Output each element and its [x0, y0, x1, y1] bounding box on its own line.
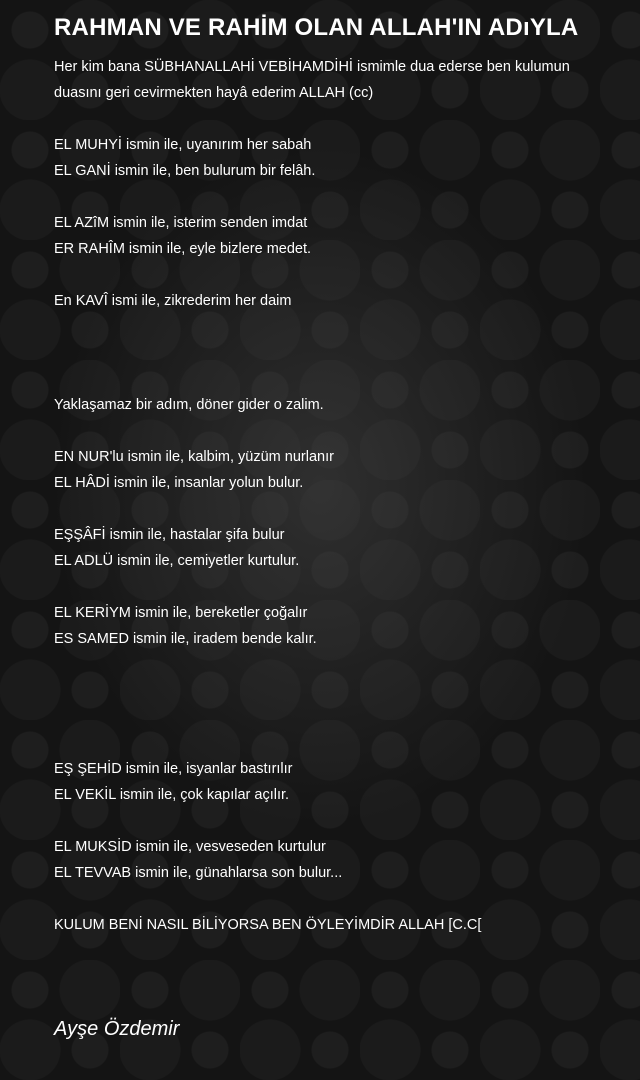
- poem-body: [54, 54, 640, 938]
- poem-line: [54, 496, 640, 522]
- poem-line: [54, 366, 640, 392]
- poem-line: EL VEKİL ismin ile, çok kapılar açılır.: [54, 787, 290, 803]
- poem-line: Her kim bana SÜBHANALLAHİ VEBİHAMDİHİ ismimle dua ederse ben kulumun: [54, 59, 570, 75]
- poem-line: [54, 704, 640, 730]
- poem-line: [54, 314, 640, 340]
- poem-line: EL GANİ ismin ile, ben bulurum bir felâh.: [54, 163, 316, 179]
- poem-line: EL AZîM ismin ile, isterim senden imdat: [54, 215, 308, 231]
- poem-line: duasını geri cevirmekten hayâ ederim ALLAH (cc): [54, 85, 374, 101]
- poem-line: EL ADLÜ ismin ile, cemiyetler kurtulur.: [54, 553, 300, 569]
- poem-line: [54, 652, 640, 678]
- poem-line: [54, 340, 640, 366]
- poem-line: EL MUKSİD ismin ile, vesveseden kurtulur: [54, 839, 326, 855]
- poem-line: EŞ ŞEHİD ismin ile, isyanlar bastırılır: [54, 761, 293, 777]
- poem-line: [54, 886, 640, 912]
- poem-line: Yaklaşamaz bir adım, döner gider o zalim.: [54, 397, 324, 413]
- poem-line: [54, 678, 640, 704]
- poem-line: [54, 184, 640, 210]
- poem-line: [54, 262, 640, 288]
- poem-line: EŞŞÂFİ ismin ile, hastalar şifa bulur: [54, 527, 285, 543]
- poem-line: [54, 574, 640, 600]
- poem-line: [54, 418, 640, 444]
- poem-line: EL MUHYİ ismin ile, uyanırım her sabah: [54, 137, 312, 153]
- poem-line: EL TEVVAB ismin ile, günahlarsa son bulur...: [54, 865, 343, 881]
- poem-container: [54, 14, 640, 1080]
- poem-line: [54, 730, 640, 756]
- poem-title: RAHMAN VE RAHİM OLAN ALLAH'IN ADıYLA: [54, 14, 579, 41]
- author-name: Ayşe Özdemir: [54, 1018, 180, 1040]
- poem-line: EN NUR'lu ismin ile, kalbim, yüzüm nurlanır: [54, 449, 334, 465]
- poem-line: EL HÂDİ ismin ile, insanlar yolun bulur.: [54, 475, 304, 491]
- poem-line: EL KERİYM ismin ile, bereketler çoğalır: [54, 605, 308, 621]
- poem-line: ER RAHÎM ismin ile, eyle bizlere medet.: [54, 241, 312, 257]
- poem-line: KULUM BENİ NASIL BİLİYORSA BEN ÖYLEYİMDİR ALLAH [C.C[: [54, 917, 482, 933]
- poem-line: En KAVÎ ismi ile, zikrederim her daim: [54, 293, 292, 309]
- poem-line: ES SAMED ismin ile, iradem bende kalır.: [54, 631, 317, 647]
- poem-line: [54, 106, 640, 132]
- poem-line: [54, 808, 640, 834]
